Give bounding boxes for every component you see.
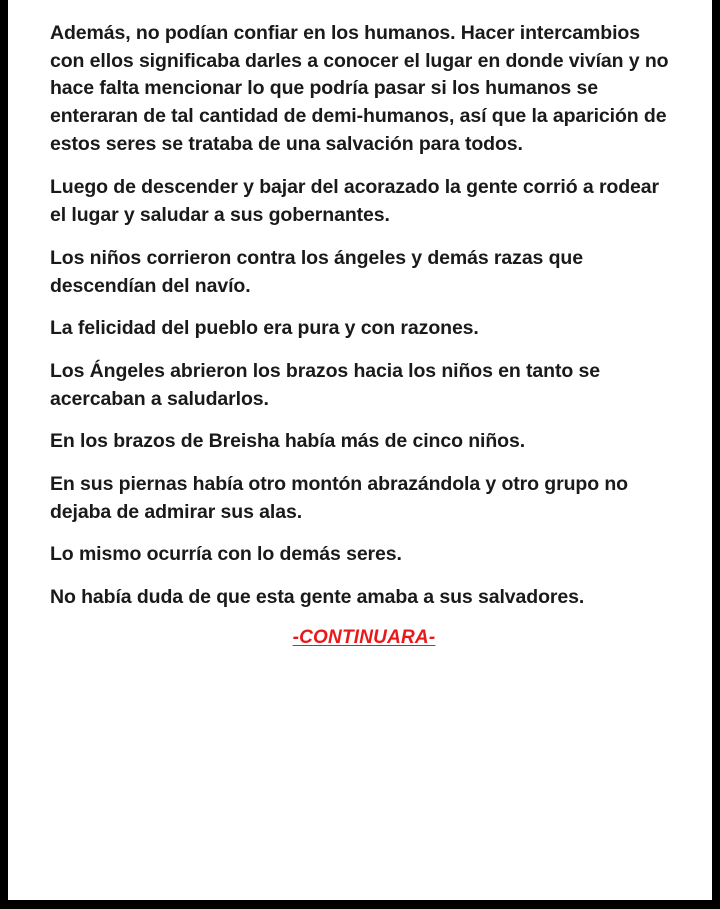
document-body (50, 20, 678, 909)
paragraph-9: No había duda de que esta gente amaba a sus salvadores. (50, 586, 585, 608)
paragraph-4: La felicidad del pueblo era pura y con razones. (50, 317, 479, 340)
paragraph-5: Los Ángeles abrieron los brazos hacia los niños en tanto se acercaban a saludarlos. (50, 359, 600, 410)
paragraph-6: En los brazos de Breisha había más de cinco niños. (50, 430, 526, 453)
paragraph-1: Además, no podían confiar en los humanos. Hacer intercambios con ellos significaba darles a conocer el lugar en donde vivían y no hace falta mencionar lo que podría pasar si los humanos se enteraran de tal cantidad de demi-humanos, así que la aparición de estos seres se trataba de una salvación para todos. (50, 22, 669, 155)
blank-page-area (50, 649, 678, 909)
paragraph-2: Luego de descender y bajar del acorazado la gente corrió a rodear el lugar y saludar a sus gobernantes. (50, 176, 660, 227)
paragraph-3: Los niños corrieron contra los ángeles y demás razas que descendían del navío. (50, 246, 583, 297)
document-page (8, 0, 712, 900)
paragraph-7: En sus piernas había otro montón abrazándola y otro grupo no dejaba de admirar sus alas. (50, 472, 628, 523)
paragraph-8: Lo mismo ocurría con lo demás seres. (50, 543, 402, 566)
closing-line (50, 627, 678, 649)
continuara-text: -CONTINUARA- (292, 626, 436, 648)
